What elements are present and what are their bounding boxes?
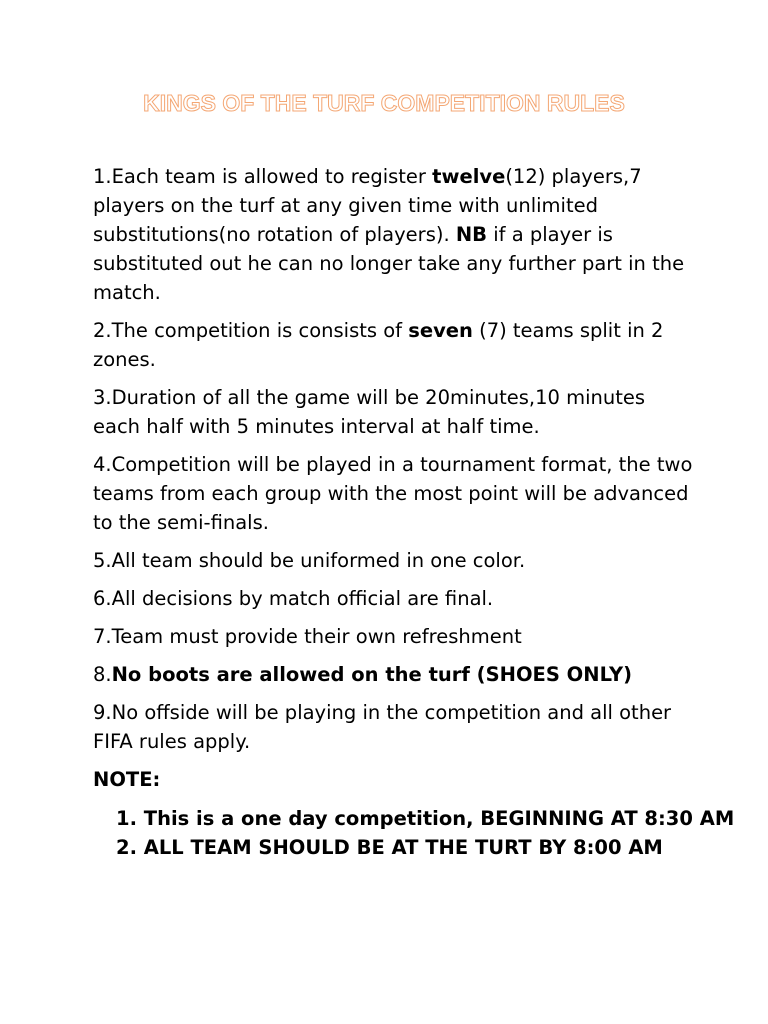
rule-1-text-e: if a player is substituted out he can no longer take any further part in the match.: [93, 223, 685, 304]
rule-1-text-c: (12) players,7 players on the turf at any given time with unlimited substitutions(no rotation of players).: [93, 165, 642, 246]
note-heading: NOTE:: [93, 768, 161, 791]
rule-5: 5.All team should be uniformed in one color.: [93, 549, 526, 572]
rule-9: 9.No offside will be playing in the competition and all other FIFA rules apply.: [93, 701, 672, 753]
rules-list: [93, 162, 735, 862]
note-item-1: 1. This is a one day competition, BEGINNING AT 8:30 AM: [116, 807, 735, 830]
rule-2-text-c: (7) teams split in 2 zones.: [93, 319, 664, 371]
rule-2: [93, 316, 693, 374]
rule-6: 6.All decisions by match official are final.: [93, 587, 494, 610]
rule-1-bold-twelve: twelve: [432, 165, 506, 188]
rule-4: 4.Competition will be played in a tournament format, the two teams from each group with the most point will be advanced to the semi-finals.: [93, 453, 693, 534]
note-item-2: 2. ALL TEAM SHOULD BE AT THE TURT BY 8:00 AM: [116, 836, 663, 859]
rule-8-number: 8.: [93, 663, 112, 686]
rule-2-text-a: 2.The competition is consists of: [93, 319, 409, 342]
rule-7: 7.Team must provide their own refreshment: [93, 625, 522, 648]
rule-8-bold-text: No boots are allowed on the turf (SHOES ONLY): [111, 663, 632, 686]
rule-2-bold-seven: seven: [408, 319, 473, 342]
rule-3: 3.Duration of all the game will be 20minutes,10 minutes each half with 5 minutes interval at half time.: [93, 386, 646, 438]
document-title: KINGS OF THE TURF COMPETITION RULES: [143, 90, 625, 116]
rule-1-bold-nb: NB: [455, 223, 488, 246]
rule-1-text-a: 1.Each team is allowed to register: [93, 165, 433, 188]
rule-8: [93, 660, 693, 689]
rule-1: [93, 162, 693, 307]
note-list: [93, 804, 735, 862]
